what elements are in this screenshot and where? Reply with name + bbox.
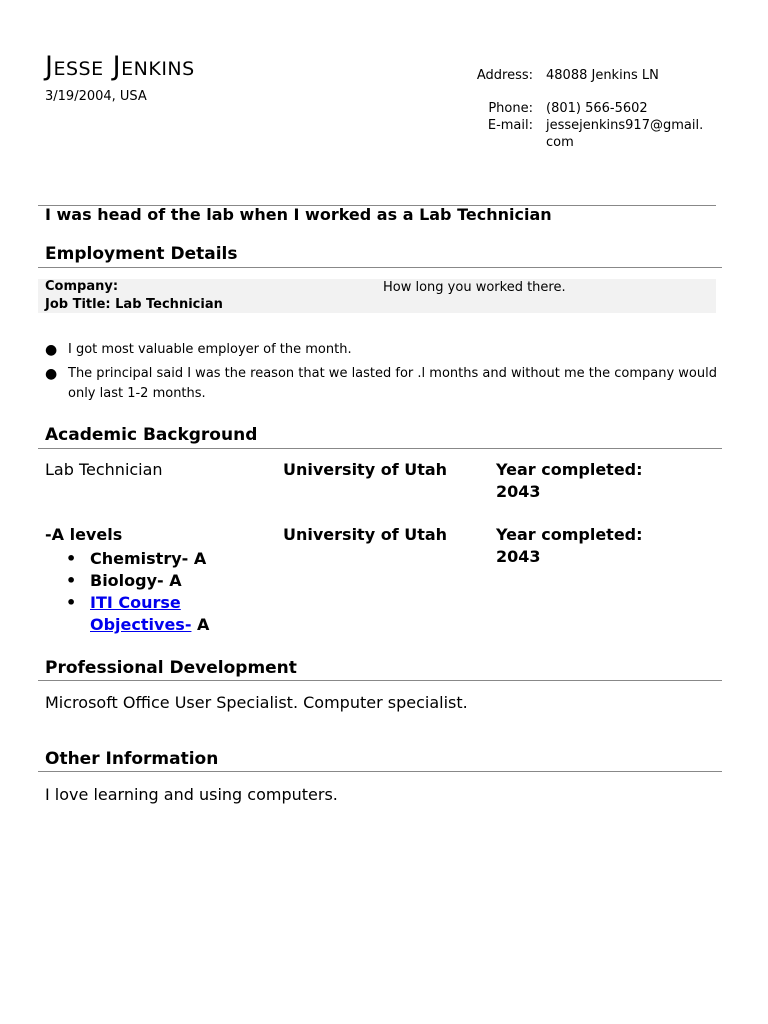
subject-text: Biology- A bbox=[90, 571, 182, 590]
bullet-icon: • bbox=[66, 549, 77, 568]
list-item bbox=[45, 364, 725, 404]
iti-course-objectives-link[interactable]: ITI Course Objectives- bbox=[90, 593, 192, 634]
job-title-label: Job Title: Lab Technician bbox=[45, 297, 223, 312]
birth-date-country: 3/19/2004, USA bbox=[45, 89, 147, 104]
professional-text: Microsoft Office User Specialist. Computer specialist. bbox=[45, 693, 468, 712]
professional-section-title: Professional Development bbox=[45, 658, 297, 678]
qualification-1: Lab Technician bbox=[45, 460, 163, 479]
school-1: University of Utah bbox=[283, 460, 448, 479]
year-completed-2: Year completed: 2043 bbox=[496, 525, 643, 566]
phone-value: (801) 566-5602 bbox=[546, 101, 648, 116]
other-text: I love learning and using computers. bbox=[45, 785, 338, 804]
employment-divider bbox=[38, 267, 722, 268]
achievement-text: I got most valuable employer of the month. bbox=[68, 342, 352, 357]
qualification-2: -A levels bbox=[45, 525, 123, 544]
other-divider bbox=[38, 771, 722, 772]
list-item bbox=[45, 340, 725, 360]
employment-duration: How long you worked there. bbox=[383, 280, 566, 295]
achievement-text: The principal said I was the reason that we lasted for .l months and without me the company would only last 1-2 months. bbox=[68, 366, 717, 401]
employment-section-title: Employment Details bbox=[45, 244, 238, 264]
list-item bbox=[66, 548, 246, 570]
email-label: E-mail: bbox=[487, 118, 533, 133]
subject-grade: A bbox=[191, 615, 210, 634]
bullet-icon: ● bbox=[45, 366, 58, 382]
candidate-name: Jesse Jenkins bbox=[45, 51, 195, 82]
address-label: Address: bbox=[476, 68, 533, 83]
phone-label: Phone: bbox=[488, 101, 533, 116]
company-label: Company: bbox=[45, 279, 119, 294]
professional-divider bbox=[38, 680, 722, 681]
year-completed-1: Year completed: 2043 bbox=[496, 460, 643, 501]
bullet-icon: ● bbox=[45, 342, 58, 358]
bullet-icon: • bbox=[66, 571, 77, 590]
subject-text: Chemistry- A bbox=[90, 549, 207, 568]
school-2: University of Utah bbox=[283, 525, 448, 544]
employment-achievements bbox=[45, 340, 725, 408]
bullet-icon: • bbox=[66, 593, 77, 612]
other-section-title: Other Information bbox=[45, 749, 219, 769]
academic-section-title: Academic Background bbox=[45, 425, 258, 445]
email-value: jessejenkins917@gmail.com bbox=[546, 118, 704, 150]
address-value: 48088 Jenkins LN bbox=[546, 68, 659, 83]
list-item bbox=[66, 570, 246, 592]
academic-divider bbox=[38, 448, 722, 449]
objective-statement: I was head of the lab when I worked as a Lab Technician bbox=[45, 205, 552, 224]
a-level-subjects bbox=[66, 548, 246, 636]
list-item bbox=[66, 592, 246, 636]
